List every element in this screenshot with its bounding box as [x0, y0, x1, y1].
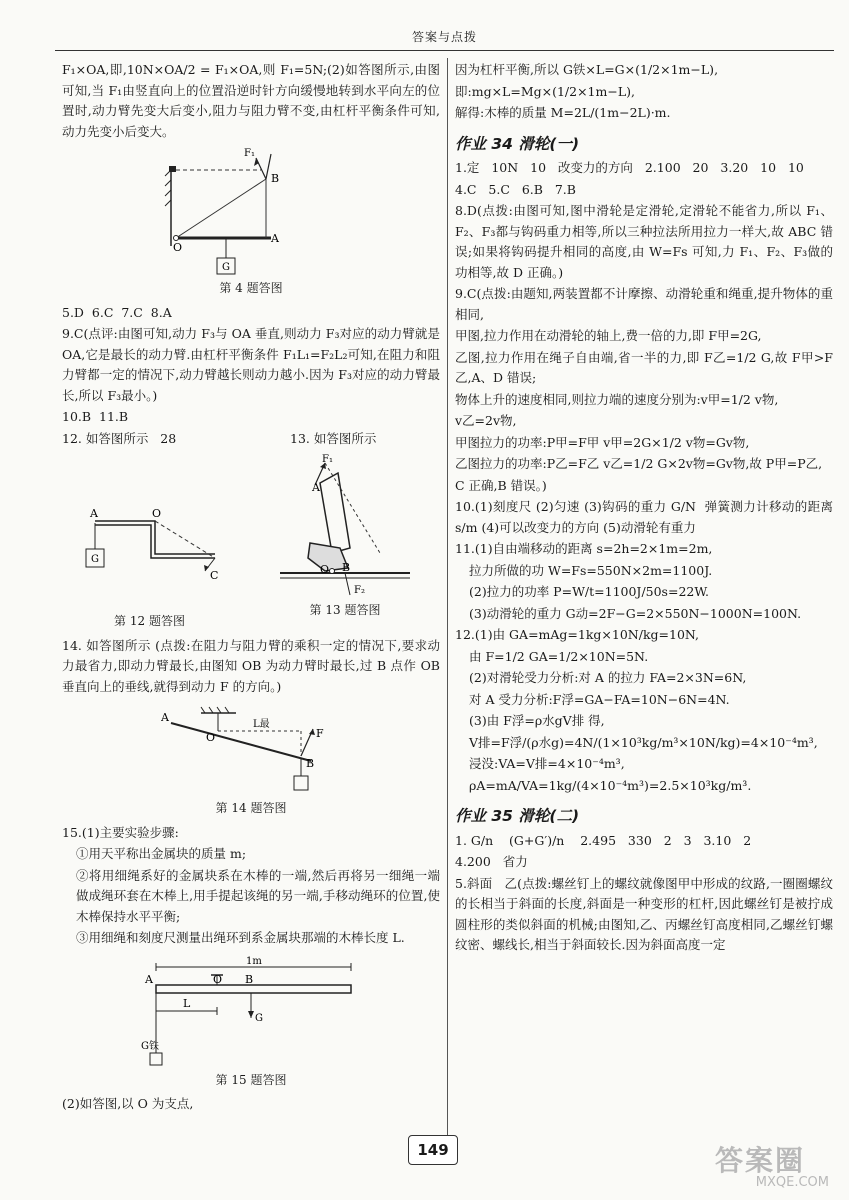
- figures-12-13: [62, 429, 440, 636]
- answer-text: (2)对滑轮受力分析:对 A 的拉力 FA=2×3N=6N,: [469, 670, 747, 685]
- fig15-label-o: O: [213, 972, 223, 986]
- fig15-label-a: A: [145, 972, 153, 986]
- right-column: [455, 60, 837, 957]
- answer-text: F₁×OA,即,10N×OA/2 = F₁×OA,则 F₁=5N;(2)如答图所示,由图可知,当 F₁由竖直向上的位置沿逆时针方向缓慢地转到水平向左的位置时,动力臂先变大后变小,阻力与阻力臂不变,由杠杆平衡条件可知,动力先变小后变大。: [62, 62, 440, 139]
- answer-text: 12. 如答图所示 28: [62, 430, 177, 446]
- answer-text: ③用细绳和刻度尺测量出绳环到系金属块那端的木棒长度 L.: [76, 930, 405, 945]
- fig13-label-o: O: [320, 563, 330, 576]
- figure-12: [70, 509, 230, 609]
- fig15-label-g: G: [255, 1012, 263, 1024]
- figure-15: [141, 953, 361, 1068]
- fig14-label-a: A: [161, 711, 169, 724]
- figure-15-caption: 第 15 题答图: [215, 1072, 287, 1087]
- fig14-label-f: F: [316, 727, 324, 740]
- watermark: [715, 1146, 835, 1192]
- figure-13: [270, 453, 420, 598]
- answer-text: (2)如答图,以 O 为支点,: [62, 1096, 194, 1111]
- answer-text: 拉力所做的功 W=Fs=550N×2m=1100J.: [469, 562, 713, 578]
- answer-text: 乙图,拉力作用在绳子自由端,省一半的力,即 F乙=1/2 G,故 F甲>F乙,A、D 错误;: [455, 349, 833, 385]
- fig15-label-gt: G铁: [141, 1040, 159, 1052]
- answer-text: 11.(1)自由端移动的距离 s=2h=2×1m=2m,: [455, 541, 713, 556]
- figure-13-block: [250, 429, 440, 636]
- fig13-label-a: A: [312, 481, 320, 494]
- figure-14: [161, 701, 341, 796]
- answer-text: 12.(1)由 GA=mAg=1kg×10N/kg=10N,: [455, 627, 700, 642]
- watermark-line1: 答案圈: [715, 1144, 806, 1177]
- answer-text: V排=F浮/(ρ水g)=4N/(1×10³kg/m³×10N/kg)=4×10⁻⁴m³,: [469, 734, 818, 750]
- answer-text: 1. G/n (G+G′)/n 2.495 330 2 3 3.10 2: [455, 832, 752, 848]
- answer-text: (2)拉力的功率 P=W/t=1100J/50s=22W.: [469, 584, 709, 599]
- answer-text: 4.C 5.C 6.B 7.B: [455, 181, 576, 197]
- fig4-label-g: G: [222, 262, 230, 273]
- answer-text: 15.(1)主要实验步骤:: [62, 824, 179, 840]
- fig15-label-b: B: [245, 972, 254, 986]
- left-column: [62, 60, 444, 1116]
- fig14-label-o: O: [206, 731, 216, 744]
- answer-text: 10.(1)刻度尺 (2)匀速 (3)钩码的重力 G/N 弹簧测力计移动的距离 s/m (4)可以改变力的方向 (5)动滑轮有重力: [455, 499, 837, 535]
- answer-text: 甲图,拉力作用在动滑轮的轴上,费一倍的力,即 F甲=2G,: [455, 328, 762, 343]
- figure-14-caption: 第 14 题答图: [215, 801, 287, 815]
- answer-text: ρA=mA/VA=1kg/(4×10⁻⁴m³)=2.5×10³kg/m³.: [469, 777, 752, 793]
- figure-12-block: [62, 429, 237, 636]
- answer-text: ②将用细绳系好的金属块系在木棒的一端,然后再将另一细绳一端做成绳环套在木棒上,用手提起该绳的另一端,手移动绳环的位置,使木棒保持水平平衡;: [76, 867, 440, 924]
- answer-text: 5.D 6.C 7.C 8.A: [62, 304, 172, 320]
- figure-4: [151, 146, 351, 276]
- fig4-label-o: O: [173, 241, 183, 254]
- figure-14-drawing: [161, 701, 341, 796]
- answer-text: 1.定 10N 10 改变力的方向 2.100 20 3.20 10 10: [455, 160, 804, 175]
- watermark-line2: MXQE.COM: [755, 1175, 829, 1190]
- figure-4-drawing: [151, 146, 351, 276]
- fig4-label-a: A: [271, 232, 279, 245]
- fig12-label-c: C: [209, 569, 218, 582]
- answer-text: 14. 如答图所示 (点拨:在阻力与阻力臂的乘积一定的情况下,要求动力最省力,即动力臂最长,由图知 OB 为动力臂时最长,过 B 点作 OB 垂直向上的垂线,就得到动力 F 的方向。): [62, 637, 444, 694]
- fig13-label-f2: F₂: [354, 585, 365, 596]
- answer-text: (3)由 F浮=ρ水gV排 得,: [469, 713, 605, 728]
- fig12-label-g: G: [90, 554, 99, 565]
- fig4-label-f1: F₁: [244, 148, 255, 159]
- answer-text: 10.B 11.B: [62, 409, 129, 424]
- figure-12-caption: 第 12 题答图: [114, 614, 185, 628]
- fig14-label-l: L最: [253, 719, 270, 730]
- answer-text: 5.斜面 乙(点拨:螺丝钉上的螺纹就像图甲中形成的纹路,一圈圈螺纹的长相当于斜面的长度,斜面是一种变形的杠杆,因此螺丝钉是被拧成圆柱形的类似斜面的机械;由图知,乙、丙螺丝钉高度相同,乙螺丝钉螺纹密、螺线长,相当于斜面较长.因为斜面高度一定: [455, 875, 833, 952]
- column-divider: [447, 58, 448, 1143]
- section-title-34: 作业 34 滑轮(一): [455, 134, 580, 153]
- figure-15-drawing: [141, 953, 361, 1068]
- answer-text: 8.D(点拨:由图可知,图中滑轮是定滑轮,定滑轮不能省力,所以 F₁、F₂、F₃都与钩码重力相等,所以三种拉法所用拉力一样大,故 ABC 错误;如果将钩码提升相同的高度,由 W=Fs 可知,力 F₁、F₂、F₃做的功相等,故 D 正确。): [455, 203, 833, 280]
- answer-text: v乙=2v物,: [455, 413, 517, 428]
- fig13-label-f1: F₁: [322, 454, 333, 465]
- answer-text: 由 F=1/2 GA=1/2×10N=5N.: [469, 648, 649, 664]
- fig14-label-b: B: [306, 757, 315, 770]
- section-title-35: 作业 35 滑轮(二): [455, 807, 580, 825]
- answer-text: 4.200 省力: [455, 854, 528, 869]
- answer-text: 对 A 受力分析:F浮=GA−FA=10N−6N=4N.: [469, 691, 730, 707]
- answer-text: 物体上升的速度相同,则拉力端的速度分别为:v甲=1/2 v物,: [455, 391, 779, 407]
- page-header: [55, 28, 834, 51]
- header-title: 答案与点拨: [411, 30, 477, 44]
- answer-text: 9.C(点评:由图可知,动力 F₃与 OA 垂直,则动力 F₃对应的动力臂就是 OA,它是最长的动力臂.由杠杆平衡条件 F₁L₁=F₂L₂可知,在阻力和阻力臂都一定的情况下,动力臂越长则动力越小.因为 F₃对应的动力臂最长,所以 F₃最小。): [62, 326, 444, 403]
- fig12-label-a: A: [89, 509, 98, 520]
- page-number: 149: [408, 1135, 458, 1165]
- figure-12-drawing: [70, 509, 230, 609]
- answer-text: (3)动滑轮的重力 G动=2F−G=2×550N−1000N=100N.: [469, 605, 802, 621]
- answer-text: 浸没:VA=V排=4×10⁻⁴m³,: [469, 756, 625, 771]
- fig15-label-l: L: [183, 996, 191, 1010]
- fig12-label-o: O: [151, 509, 161, 520]
- answer-text: C 正确,B 错误。): [455, 477, 547, 493]
- fig13-label-b: B: [342, 561, 351, 574]
- answer-text: 因为杠杆平衡,所以 G铁×L=G×(1/2×1m−L),: [455, 62, 719, 77]
- answer-text: ①用天平称出金属块的质量 m;: [76, 846, 247, 861]
- answer-text: 甲图拉力的功率:P甲=F甲 v甲=2G×1/2 v物=Gv物,: [455, 434, 750, 450]
- answer-text: 乙图拉力的功率:P乙=F乙 v乙=1/2 G×2v物=Gv物,故 P甲=P乙,: [455, 456, 823, 471]
- answer-text: 9.C(点拨:由题知,两装置都不计摩擦、动滑轮重和绳重,提升物体的重相同,: [455, 286, 833, 322]
- answer-text: 即:mg×L=Mg×(1/2×1m−L),: [455, 83, 635, 99]
- figure-4-caption: 第 4 题答图: [219, 281, 283, 295]
- answer-text: 13. 如答图所示: [290, 430, 377, 446]
- figure-13-drawing: [270, 453, 420, 598]
- fig4-label-b: B: [271, 172, 280, 185]
- figure-13-caption: 第 13 题答图: [309, 603, 381, 617]
- answer-text: 解得:木棒的质量 M=2L/(1m−2L)·m.: [455, 105, 671, 120]
- fig15-label-len: 1m: [246, 955, 262, 967]
